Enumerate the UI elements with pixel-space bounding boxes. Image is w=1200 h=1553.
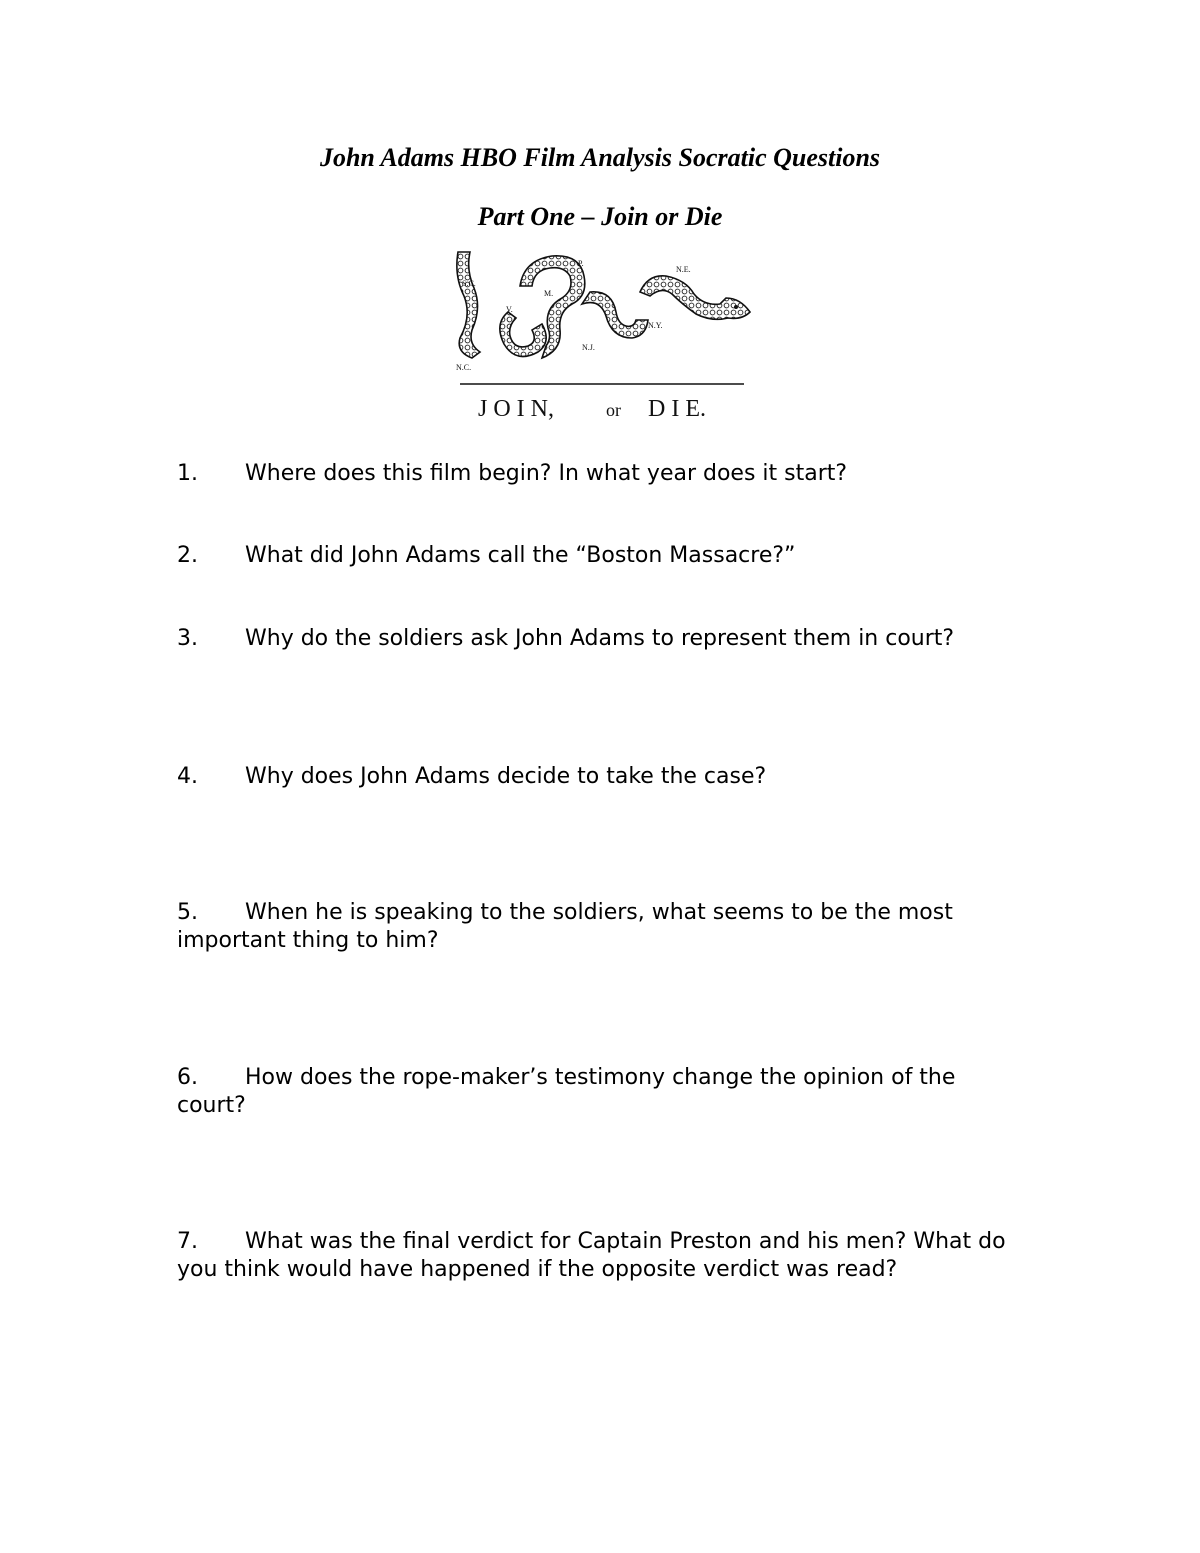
page-subtitle: Part One – Join or Die [477, 202, 723, 231]
question-text: Where does this film begin? In what year does it start? [245, 461, 848, 486]
cartoon-label-sc: S.C. [462, 279, 476, 288]
question-1 [177, 460, 1017, 488]
cartoon-caption-join: J O I N, [478, 396, 554, 422]
question-number: 1. [177, 461, 198, 486]
question-3 [177, 625, 1017, 653]
cartoon-caption-or: or [606, 400, 621, 420]
question-2 [177, 542, 1017, 570]
page-title: John Adams HBO Film Analysis Socratic Questions [319, 143, 881, 172]
question-text: When he is speaking to the soldiers, what seems to be the most important thing to him? [177, 900, 953, 953]
snake-segment-head [640, 276, 750, 320]
question-text: How does the rope-maker’s testimony change the opinion of the court? [177, 1065, 956, 1118]
question-text: What was the final verdict for Captain Preston and his men? What do you think would have happened if the opposite verdict was read? [177, 1229, 1006, 1282]
cartoon-label-ne: N.E. [676, 265, 691, 274]
cartoon-label-nj: N.J. [582, 343, 595, 352]
cartoon-caption-die: D I E. [648, 396, 706, 422]
snake-segment-4 [582, 292, 648, 338]
question-6 [177, 1064, 1017, 1120]
question-4 [177, 763, 1017, 791]
cartoon-label-ny: N.Y. [648, 321, 663, 330]
cartoon-label-nc: N.C. [456, 363, 472, 372]
question-number: 3. [177, 626, 198, 651]
cartoon-label-v: V. [506, 305, 513, 314]
snake-segment-3 [520, 256, 585, 358]
question-5 [177, 899, 1017, 955]
question-number: 4. [177, 764, 198, 789]
question-7 [177, 1228, 1017, 1284]
question-number: 5. [177, 900, 198, 925]
snake-segment-2 [500, 312, 546, 357]
question-number: 2. [177, 543, 198, 568]
question-text: Why do the soldiers ask John Adams to represent them in court? [245, 626, 955, 651]
question-number: 7. [177, 1229, 198, 1254]
cartoon-label-m: M. [544, 289, 554, 298]
cartoon-label-p: P. [578, 259, 584, 268]
question-text: What did John Adams call the “Boston Massacre?” [245, 543, 796, 568]
join-or-die-cartoon [450, 246, 755, 426]
snake-illustration [450, 246, 755, 426]
snake-segment-tail [457, 252, 480, 358]
question-number: 6. [177, 1065, 198, 1090]
question-text: Why does John Adams decide to take the case? [245, 764, 767, 789]
